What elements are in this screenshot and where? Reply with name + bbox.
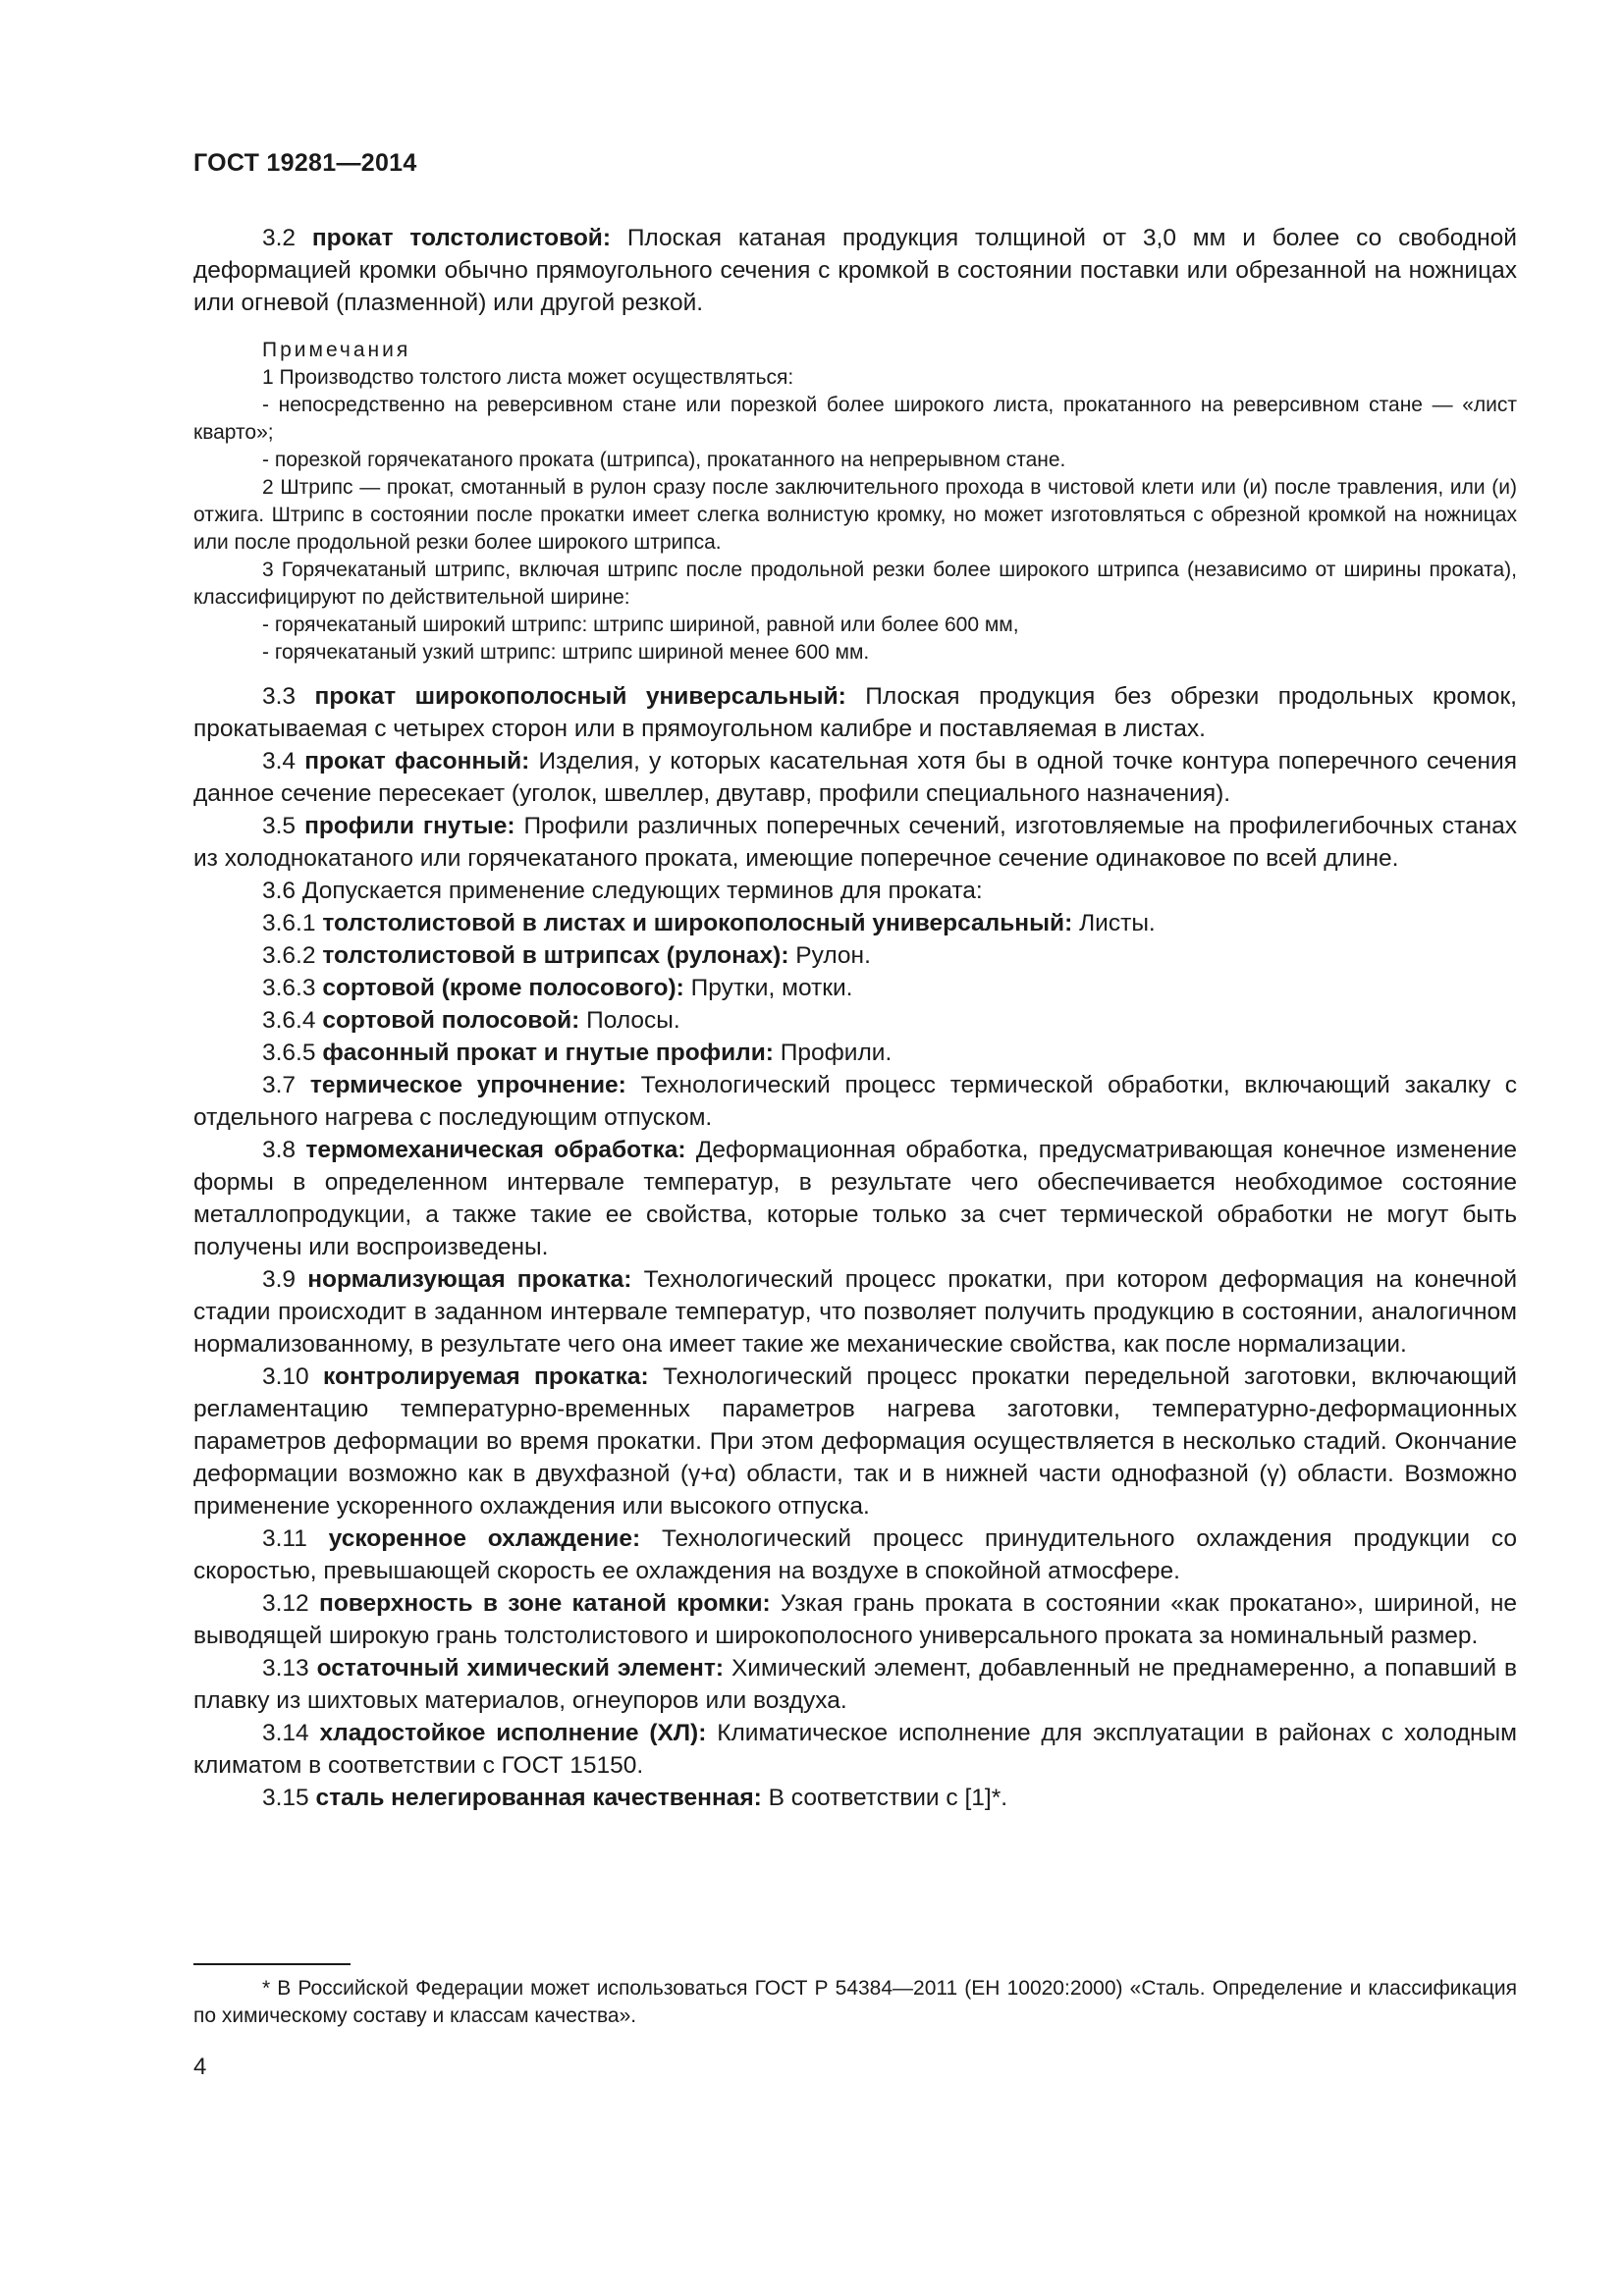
clause-text: В соответствии с [1]*.	[768, 1785, 1008, 1811]
clause-3-9	[193, 1263, 1517, 1361]
note-3-item-b: - горячекатаный узкий штрипс: штрипс шириной менее 600 мм.	[262, 641, 870, 664]
clause-3-6-2	[193, 939, 1517, 972]
note-3-item-a: - горячекатаный широкий штрипс: штрипс шириной, равной или более 600 мм,	[262, 614, 1019, 636]
footnote-divider	[193, 1963, 351, 1965]
clause-3-10	[193, 1361, 1517, 1522]
clause-number: 3.14	[262, 1720, 309, 1746]
clause-number: 3.7	[262, 1072, 297, 1098]
clause-3-8	[193, 1134, 1517, 1263]
clause-3-6-5	[193, 1037, 1517, 1069]
clause-term: термомеханическая обработка:	[305, 1137, 686, 1163]
clause-term: прокат фасонный:	[304, 748, 530, 774]
clause-text: Химический элемент, добавленный не преднамеренно, а попавший в плавку из шихтовых материалов, огнеупоров или воздуха.	[193, 1655, 1517, 1714]
clause-text: Деформационная обработка, предусматривающая конечное изменение формы в определенном интервале температур, в результате чего обеспечивается необходимое состояние металлопродукции, а также такие ее свойства, которые только за счет термической обработки не могут быть получены или воспроизведены.	[193, 1137, 1518, 1260]
clause-3-7	[193, 1069, 1517, 1134]
clause-3-6-3	[193, 972, 1517, 1004]
note-1-item-b: - порезкой горячекатаного проката (штрипса), прокатанного на непрерывном стане.	[262, 449, 1066, 471]
clause-text: Плоская продукция без обрезки продольных кромок, прокатываемая с четырех сторон или в прямоугольном калибре и поставляемая в листах.	[193, 683, 1517, 742]
clause-term: нормализующая прокатка:	[307, 1266, 632, 1293]
clause-3-3	[193, 680, 1517, 745]
clause-term: контролируемая прокатка:	[323, 1363, 649, 1390]
clause-number: 3.3	[262, 683, 297, 710]
clause-number: 3.6	[262, 878, 297, 904]
clause-text: Технологический процесс принудительного охлаждения продукции со скоростью, превышающей скорость ее охлаждения на воздухе в спокойной атмосфере.	[193, 1525, 1518, 1584]
clause-text: Профили различных поперечных сечений, изготовляемые на профилегибочных станах из холоднокатаного или горячекатаного проката, имеющие поперечное сечение одинаковое по всей длине.	[193, 813, 1518, 872]
clause-text: Технологический процесс прокатки, при котором деформация на конечной стадии происходит в заданном интервале температур, что позволяет получить продукцию в состоянии, аналогичном нормализованному, в результате чего она имеет такие же механические свойства, как после нормализации.	[193, 1266, 1518, 1358]
clause-term: фасонный прокат и гнутые профили:	[322, 1040, 774, 1066]
clause-text: Узкая грань проката в состоянии «как прокатано», шириной, не выводящей широкую грань толстолистового и широкополосного универсального проката за номинальный размер.	[193, 1590, 1517, 1649]
clause-term: остаточный химический элемент:	[316, 1655, 725, 1682]
clause-3-12	[193, 1587, 1517, 1652]
clause-term: сталь нелегированная качественная:	[315, 1785, 762, 1811]
clause-text: Плоская катаная продукция толщиной от 3,0 мм и более со свободной деформацией кромки обычно прямоугольного сечения с кромкой в состоянии поставки или обрезанной на ножницах или огневой (плазменной) или другой резкой.	[193, 225, 1517, 316]
clause-term: прокат толстолистовой:	[311, 225, 612, 251]
clause-number: 3.4	[262, 748, 297, 774]
clause-term: сортовой (кроме полосового):	[322, 975, 684, 1001]
clause-3-2	[193, 222, 1517, 319]
notes-title: Примечания	[262, 339, 411, 361]
clause-term: толстолистовой в листах и широкополосный универсальный:	[322, 910, 1073, 936]
note-2: 2 Штрипс — прокат, смотанный в рулон сразу после заключительного прохода в чистовой клети или (и) после травления, или (и) отжига. Штрипс в состоянии после прокатки имеет слегка волнистую кромку, но может изготовляться с обрезной кромкой на ножницах или после продольной резки более широкого штрипса.	[193, 476, 1517, 554]
clause-term: сортовой полосовой:	[322, 1007, 580, 1034]
note-3: 3 Горячекатаный штрипс, включая штрипс после продольной резки более широкого штрипса (независимо от ширины проката), классифицируют по действительной ширине:	[193, 559, 1517, 609]
clause-3-5	[193, 810, 1517, 875]
clause-3-4	[193, 745, 1517, 810]
clause-text: Допускается применение следующих терминов для проката:	[301, 878, 983, 904]
clause-text: Прутки, мотки.	[690, 975, 853, 1001]
clause-number: 3.10	[262, 1363, 309, 1390]
clause-text: Технологический процесс прокатки передельной заготовки, включающий регламентацию температурно-временных параметров нагрева заготовки, температурно-деформационных параметров деформации во время прокатки. При этом деформация осуществляется в несколько стадий. Окончание деформации возможно как в двухфазной (γ+α) области, так и в нижней части однофазной (γ) области. Возможно применение ускоренного охлаждения или высокого отпуска.	[193, 1363, 1517, 1520]
clause-number: 3.2	[262, 225, 297, 251]
clause-number: 3.5	[262, 813, 297, 839]
notes-block	[193, 337, 1517, 667]
clause-3-6-4	[193, 1004, 1517, 1037]
clause-number: 3.12	[262, 1590, 309, 1617]
page-number: 4	[193, 2054, 207, 2080]
clause-number: 3.6.2	[262, 942, 316, 969]
clause-term: термическое упрочнение:	[309, 1072, 626, 1098]
clause-number: 3.15	[262, 1785, 309, 1811]
clause-number: 3.13	[262, 1655, 309, 1682]
clause-text: Изделия, у которых касательная хотя бы в одной точке контура поперечного сечения данное сечение пересекает (уголок, швеллер, двутавр, профили специального назначения).	[193, 748, 1517, 807]
note-1: 1 Производство толстого листа может осуществляться:	[262, 366, 794, 389]
clause-3-14	[193, 1717, 1517, 1782]
document-header: ГОСТ 19281—2014	[193, 149, 417, 177]
clause-text: Полосы.	[586, 1007, 680, 1034]
clause-term: хладостойкое исполнение (ХЛ):	[319, 1720, 707, 1746]
clause-term: поверхность в зоне катаной кромки:	[319, 1590, 771, 1617]
clause-number: 3.11	[262, 1525, 307, 1552]
clause-3-13	[193, 1652, 1517, 1717]
clause-term: толстолистовой в штрипсах (рулонах):	[322, 942, 789, 969]
clause-3-6	[193, 875, 1517, 907]
clause-3-11	[193, 1522, 1517, 1587]
clause-text: Профили.	[780, 1040, 893, 1066]
footnote: * В Российской Федерации может использоваться ГОСТ Р 54384—2011 (ЕН 10020:2000) «Сталь. Определение и классификация по химическому составу и классам качества».	[193, 1977, 1517, 2027]
clause-term: прокат широкополосный универсальный:	[314, 683, 846, 710]
clause-3-6-1	[193, 907, 1517, 939]
clause-text: Рулон.	[795, 942, 871, 969]
note-1-item-a: - непосредственно на реверсивном стане или порезкой более широкого листа, прокатанного на реверсивном стане — «лист кварто»;	[193, 394, 1517, 444]
clause-number: 3.6.3	[262, 975, 316, 1001]
clause-text: Листы.	[1079, 910, 1156, 936]
clause-term: ускоренное охлаждение:	[328, 1525, 641, 1552]
clause-number: 3.6.5	[262, 1040, 316, 1066]
clause-term: профили гнутые:	[304, 813, 515, 839]
clause-number: 3.6.4	[262, 1007, 316, 1034]
clause-number: 3.6.1	[262, 910, 316, 936]
clause-3-15	[193, 1782, 1517, 1814]
clause-text: Климатическое исполнение для эксплуатации в районах с холодным климатом в соответствии с ГОСТ 15150.	[193, 1720, 1517, 1779]
clause-number: 3.8	[262, 1137, 297, 1163]
clause-text: Технологический процесс термической обработки, включающий закалку с отдельного нагрева с последующим отпуском.	[193, 1072, 1517, 1131]
document-body	[193, 222, 1517, 1814]
clause-number: 3.9	[262, 1266, 297, 1293]
